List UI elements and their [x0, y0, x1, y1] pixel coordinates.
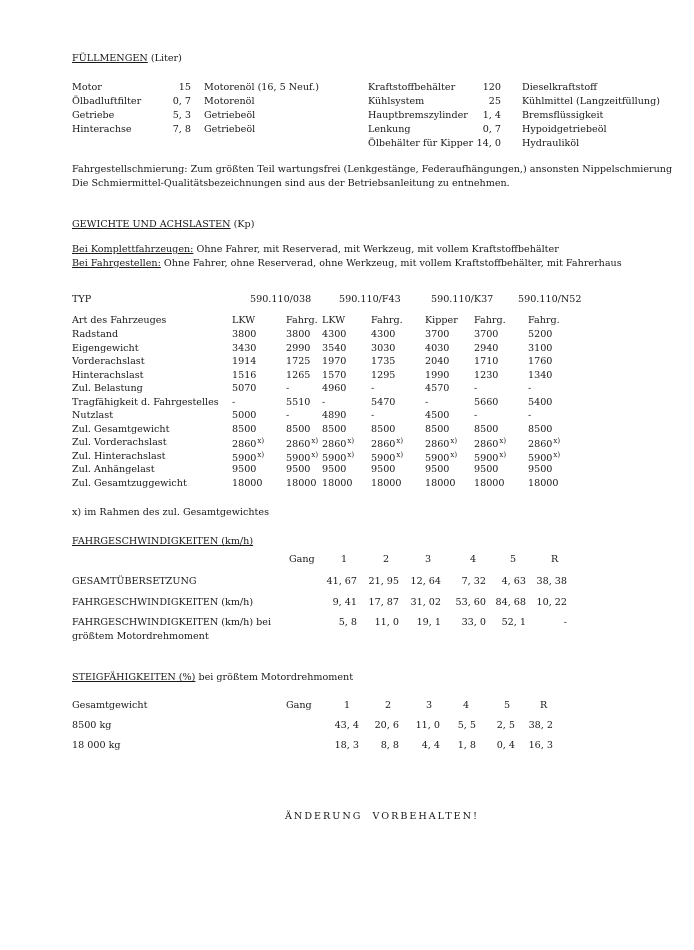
vehicle-type-cell: Kipper	[425, 315, 458, 326]
vehicle-type-cell: LKW	[322, 315, 346, 326]
table-row-label: Radstand	[72, 329, 119, 340]
speed-cell: -	[563, 617, 567, 628]
climb-cell: 20, 6	[374, 720, 399, 731]
table-cell: -	[474, 410, 478, 421]
speed-cell: 9, 41	[332, 597, 357, 608]
footer-notice: ÄNDERUNG VORBEHALTEN!	[285, 811, 479, 822]
table-row-label: Tragfähigkeit d. Fahrgestelles	[72, 396, 219, 408]
table-cell: 8500	[474, 423, 499, 435]
footnote-mark: x)	[396, 437, 404, 445]
speed-row-label: GESAMTÜBERSETZUNG	[72, 576, 197, 587]
table-cell: 2990	[286, 342, 311, 354]
fuel-qty: 0, 7	[482, 124, 501, 135]
table-cell: 18000	[232, 477, 263, 489]
table-cell: 8500	[425, 423, 450, 435]
gear-header: 4	[470, 554, 477, 565]
climb-weight-label: Gesamtgewicht	[72, 700, 148, 711]
table-cell: 2860$^{x)}$	[286, 437, 319, 450]
table-cell: 2860$^{x)}$	[371, 437, 404, 450]
fuel-qty: 5, 3	[172, 110, 191, 121]
table-cell: 2860$^{x)}$	[528, 437, 561, 450]
climb-title-suffix: bei größtem Motordrehmoment	[198, 672, 354, 683]
gear-header: 1	[344, 700, 351, 711]
speed-cell: 21, 95	[368, 576, 399, 587]
climb-cell: 43, 4	[334, 720, 359, 731]
table-cell: 5900$^{x)}$	[286, 450, 319, 464]
speed-cell: 41, 67	[326, 576, 357, 587]
speed-cell: 19, 1	[416, 617, 441, 628]
table-cell: 1340	[528, 369, 553, 381]
speed-cell: 31, 02	[410, 597, 441, 608]
table-cell: 8500	[528, 423, 553, 435]
type-header: 590.110/K37	[431, 294, 494, 305]
climb-cell: 1, 8	[457, 740, 476, 751]
footnote-mark: x)	[450, 437, 458, 445]
climb-cell: 11, 0	[415, 720, 440, 731]
table-cell: 1970	[322, 356, 347, 367]
table-cell: 9500	[322, 464, 347, 475]
table-cell: 4300	[371, 329, 396, 340]
gear-header: 5	[510, 554, 517, 565]
table-cell: -	[474, 383, 478, 394]
vehicle-type-cell: LKW	[232, 315, 256, 326]
table-row-label: Zul. Hinterachslast	[72, 450, 166, 462]
climb-cell: 0, 4	[496, 740, 515, 751]
fuel-label: Hauptbremszylinder	[368, 110, 468, 121]
fuel-fluid: Getriebeöl	[204, 110, 256, 121]
footnote-mark: x)	[553, 437, 561, 445]
table-cell: 4890	[322, 410, 347, 421]
def1-text: Ohne Fahrer, mit Reserverad, mit Werkzeug, mit vollem Kraftstoffbehälter	[196, 244, 559, 255]
fuel-title: FÜLLMENGEN	[72, 53, 148, 64]
table-cell: 1710	[474, 356, 499, 367]
vehicle-type-label: Art des Fahrzeuges	[72, 315, 167, 326]
footnote-mark: x)	[499, 450, 507, 459]
vehicle-type-cell: Fahrg.	[286, 315, 318, 326]
type-header: 590.110/F43	[339, 294, 401, 305]
speed-row-label: FAHRGESCHWINDIGKEITEN (km/h)	[72, 597, 254, 608]
table-cell: 3100	[528, 342, 553, 354]
speed-row-label-2: größtem Motordrehmoment	[72, 631, 209, 642]
vehicle-type-cell: Fahrg.	[528, 315, 560, 326]
fuel-qty: 120	[482, 82, 501, 93]
fuel-label: Ölbadluftfilter	[72, 96, 142, 107]
fuel-section-title	[72, 54, 182, 64]
gear-header: R	[551, 554, 559, 565]
table-cell: 5900$^{x)}$	[371, 450, 404, 464]
table-cell: -	[371, 410, 375, 421]
table-cell: 8500	[232, 423, 257, 435]
vehicle-type-cell: Fahrg.	[474, 315, 506, 326]
table-cell: -	[528, 410, 532, 421]
table-cell: 5510	[286, 396, 311, 408]
speed-cell: 4, 63	[501, 576, 526, 587]
fuel-fluid: Bremsflüssigkeit	[522, 110, 604, 121]
footnote-mark: x)	[311, 450, 319, 459]
fuel-note-1: Fahrgestellschmierung: Zum größten Teil wartungsfrei (Lenkgestänge, Federaufhängungen,) ansonsten Nippelschmierung	[72, 164, 673, 175]
speed-row-label: FAHRGESCHWINDIGKEITEN (km/h) bei	[72, 617, 272, 628]
weights-title: GEWICHTE UND ACHSLASTEN	[72, 219, 231, 230]
climb-title: STEIGFÄHIGKEITEN (%)	[72, 672, 196, 683]
gear-header: R	[540, 700, 548, 711]
fuel-fluid: Dieselkraftstoff	[522, 82, 598, 93]
footnote-mark: x)	[347, 450, 355, 459]
table-cell: 5900$^{x)}$	[232, 450, 265, 464]
table-cell: 3030	[371, 342, 396, 354]
table-cell: 1735	[371, 356, 396, 367]
table-cell: 2940	[474, 342, 499, 354]
table-cell: 5070	[232, 383, 257, 394]
speed-cell: 5, 8	[338, 617, 357, 628]
table-cell: 1265	[286, 369, 311, 381]
table-cell: 18000	[528, 477, 559, 489]
table-cell: -	[528, 383, 532, 394]
fuel-note-2: Die Schmiermittel-Qualitätsbezeichnungen sind aus der Betriebsanleitung zu entnehmen.	[72, 178, 510, 189]
type-header: 590.110/038	[250, 294, 312, 305]
table-cell: 1914	[232, 356, 257, 367]
table-cell: 4960	[322, 383, 347, 394]
table-cell: 9500	[528, 464, 553, 475]
speed-cell: 38, 38	[536, 576, 567, 587]
table-cell: 1990	[425, 369, 450, 381]
table-cell: 9500	[286, 464, 311, 475]
climb-cell: 2, 5	[496, 720, 515, 731]
table-cell: 1760	[528, 356, 553, 367]
footnote-mark: x)	[450, 450, 458, 459]
typ-label: TYP	[72, 294, 92, 305]
gear-header: 4	[463, 700, 470, 711]
weights-title-suffix: (Kp)	[233, 219, 255, 230]
speed-cell: 11, 0	[374, 617, 399, 628]
table-cell: -	[286, 410, 290, 421]
speed-cell: 53, 60	[455, 597, 486, 608]
speed-cell: 84, 68	[495, 597, 526, 608]
climb-cell: 8, 8	[380, 740, 399, 751]
table-cell: -	[371, 383, 375, 394]
fuel-qty: 7, 8	[172, 124, 191, 135]
table-cell: 3540	[322, 342, 347, 354]
table-cell: 1725	[286, 356, 311, 367]
def2-text: Ohne Fahrer, ohne Reserverad, ohne Werkzeug, mit vollem Kraftstoffbehälter, mit Fahrerhaus	[163, 258, 622, 269]
climb-row-label: 18 000 kg	[72, 740, 121, 751]
fuel-qty: 14, 0	[476, 138, 501, 149]
gear-header: 1	[341, 554, 348, 565]
speed-cell: 7, 32	[461, 576, 486, 587]
vehicle-type-cell: Fahrg.	[371, 315, 403, 326]
table-cell: -	[322, 396, 326, 408]
fuel-label: Lenkung	[368, 124, 411, 135]
fuel-title-suffix: (Liter)	[150, 53, 182, 64]
fuel-fluid: Hypoidgetriebeöl	[522, 124, 607, 135]
table-cell: 4030	[425, 342, 450, 354]
table-row-label: Nutzlast	[72, 410, 114, 421]
climb-row-label: 8500 kg	[72, 720, 112, 731]
fuel-label: Kühlsystem	[368, 96, 425, 107]
table-cell: 5900$^{x)}$	[322, 450, 355, 464]
table-row-label: Eigengewicht	[72, 342, 139, 354]
gear-header: 2	[383, 554, 390, 565]
table-cell: 3700	[474, 329, 499, 340]
climb-cell: 4, 4	[421, 740, 440, 751]
climb-cell: 16, 3	[528, 740, 553, 751]
weights-footnote: x) im Rahmen des zul. Gesamtgewichtes	[72, 507, 269, 518]
table-row-label: Zul. Gesamtzuggewicht	[72, 477, 187, 489]
fuel-fluid: Motorenöl	[204, 96, 255, 107]
gear-header: 5	[504, 700, 511, 711]
def2-label: Bei Fahrgestellen:	[72, 258, 161, 269]
footnote-mark: x)	[311, 437, 319, 445]
fuel-label: Kraftstoffbehälter	[368, 82, 456, 93]
table-cell: 5660	[474, 396, 499, 408]
table-row-label: Vorderachslast	[72, 356, 145, 367]
speed-cell: 52, 1	[501, 617, 526, 628]
table-cell: 5200	[528, 329, 553, 340]
table-cell: 18000	[371, 477, 402, 489]
speed-cell: 10, 22	[536, 597, 567, 608]
fuel-label: Hinterachse	[72, 124, 132, 135]
table-cell: 18000	[322, 477, 353, 489]
table-cell: 5400	[528, 396, 553, 408]
type-header: 590.110/N52	[518, 294, 582, 305]
table-cell: 8500	[286, 423, 311, 435]
footnote-mark: x)	[396, 450, 404, 459]
table-cell: 1295	[371, 369, 396, 381]
footnote-mark: x)	[499, 437, 507, 445]
table-cell: 5900$^{x)}$	[474, 450, 507, 464]
speeds-gang-label: Gang	[289, 554, 315, 565]
gear-header: 3	[425, 554, 432, 565]
climb-section-title	[72, 673, 353, 683]
table-cell: -	[286, 383, 290, 394]
table-row-label: Zul. Vorderachslast	[72, 437, 167, 448]
table-cell: 2860$^{x)}$	[232, 437, 265, 450]
fuel-fluid: Kühlmittel (Langzeitfüllung)	[522, 96, 660, 107]
climb-cell: 5, 5	[457, 720, 476, 731]
footnote-mark: x)	[553, 450, 561, 459]
table-cell: 3430	[232, 342, 257, 354]
speeds-title: FAHRGESCHWINDIGKEITEN (km/h)	[72, 536, 254, 547]
table-cell: 2860$^{x)}$	[322, 437, 355, 450]
fuel-qty: 0, 7	[172, 96, 191, 107]
table-row-label: Hinterachslast	[72, 369, 144, 381]
gear-header: 2	[385, 700, 392, 711]
table-cell: 4300	[322, 329, 347, 340]
table-cell: 18000	[286, 477, 317, 489]
climb-cell: 38, 2	[528, 720, 553, 731]
footnote-mark: x)	[257, 437, 265, 445]
table-cell: 9500	[232, 464, 257, 475]
table-cell: 9500	[425, 464, 450, 475]
speed-cell: 17, 87	[368, 597, 399, 608]
table-row-label: Zul. Anhängelast	[72, 464, 155, 475]
table-cell: 9500	[474, 464, 499, 475]
table-row-label: Zul. Gesamtgewicht	[72, 423, 170, 435]
table-cell: 4570	[425, 383, 450, 394]
table-row-label: Zul. Belastung	[72, 383, 143, 394]
table-cell: 9500	[371, 464, 396, 475]
fuel-label: Ölbehälter für Kipper	[368, 138, 474, 149]
table-cell: 1516	[232, 369, 257, 381]
table-cell: 1570	[322, 369, 347, 381]
speed-cell: 33, 0	[461, 617, 486, 628]
def1-label: Bei Komplettfahrzeugen:	[72, 244, 194, 255]
table-cell: 5000	[232, 410, 257, 421]
table-cell: 5470	[371, 396, 396, 408]
table-cell: 8500	[371, 423, 396, 435]
speed-cell: 12, 64	[410, 576, 441, 587]
table-cell: 8500	[322, 423, 347, 435]
table-cell: 3800	[286, 329, 311, 340]
fuel-fluid: Hydrauliköl	[522, 138, 580, 149]
fuel-label: Motor	[72, 82, 102, 93]
climb-gang-label: Gang	[286, 700, 312, 711]
weights-definition-1	[72, 245, 559, 255]
weights-definition-2	[72, 259, 622, 269]
fuel-label: Getriebe	[72, 110, 115, 121]
table-cell: 2860$^{x)}$	[425, 437, 458, 450]
table-cell: 3800	[232, 329, 257, 340]
footnote-mark: x)	[347, 437, 355, 445]
fuel-fluid: Motorenöl (16, 5 Neuf.)	[204, 82, 320, 93]
table-cell: 5900$^{x)}$	[425, 450, 458, 464]
table-cell: 1230	[474, 369, 499, 381]
footnote-mark: x)	[257, 450, 265, 459]
gear-header: 3	[426, 700, 433, 711]
fuel-qty: 1, 4	[482, 110, 501, 121]
table-cell: 2860$^{x)}$	[474, 437, 507, 450]
table-cell: 5900$^{x)}$	[528, 450, 561, 464]
fuel-qty: 15	[178, 82, 191, 93]
table-cell: 18000	[425, 477, 456, 489]
table-cell: 18000	[474, 477, 505, 489]
fuel-fluid: Getriebeöl	[204, 124, 256, 135]
weights-section-title	[72, 220, 254, 230]
table-cell: 4500	[425, 410, 450, 421]
table-cell: 3700	[425, 329, 450, 340]
fuel-qty: 25	[488, 96, 501, 107]
table-cell: 2040	[425, 356, 450, 367]
climb-cell: 18, 3	[334, 740, 359, 751]
table-cell: -	[425, 396, 429, 408]
table-cell: -	[232, 396, 236, 408]
